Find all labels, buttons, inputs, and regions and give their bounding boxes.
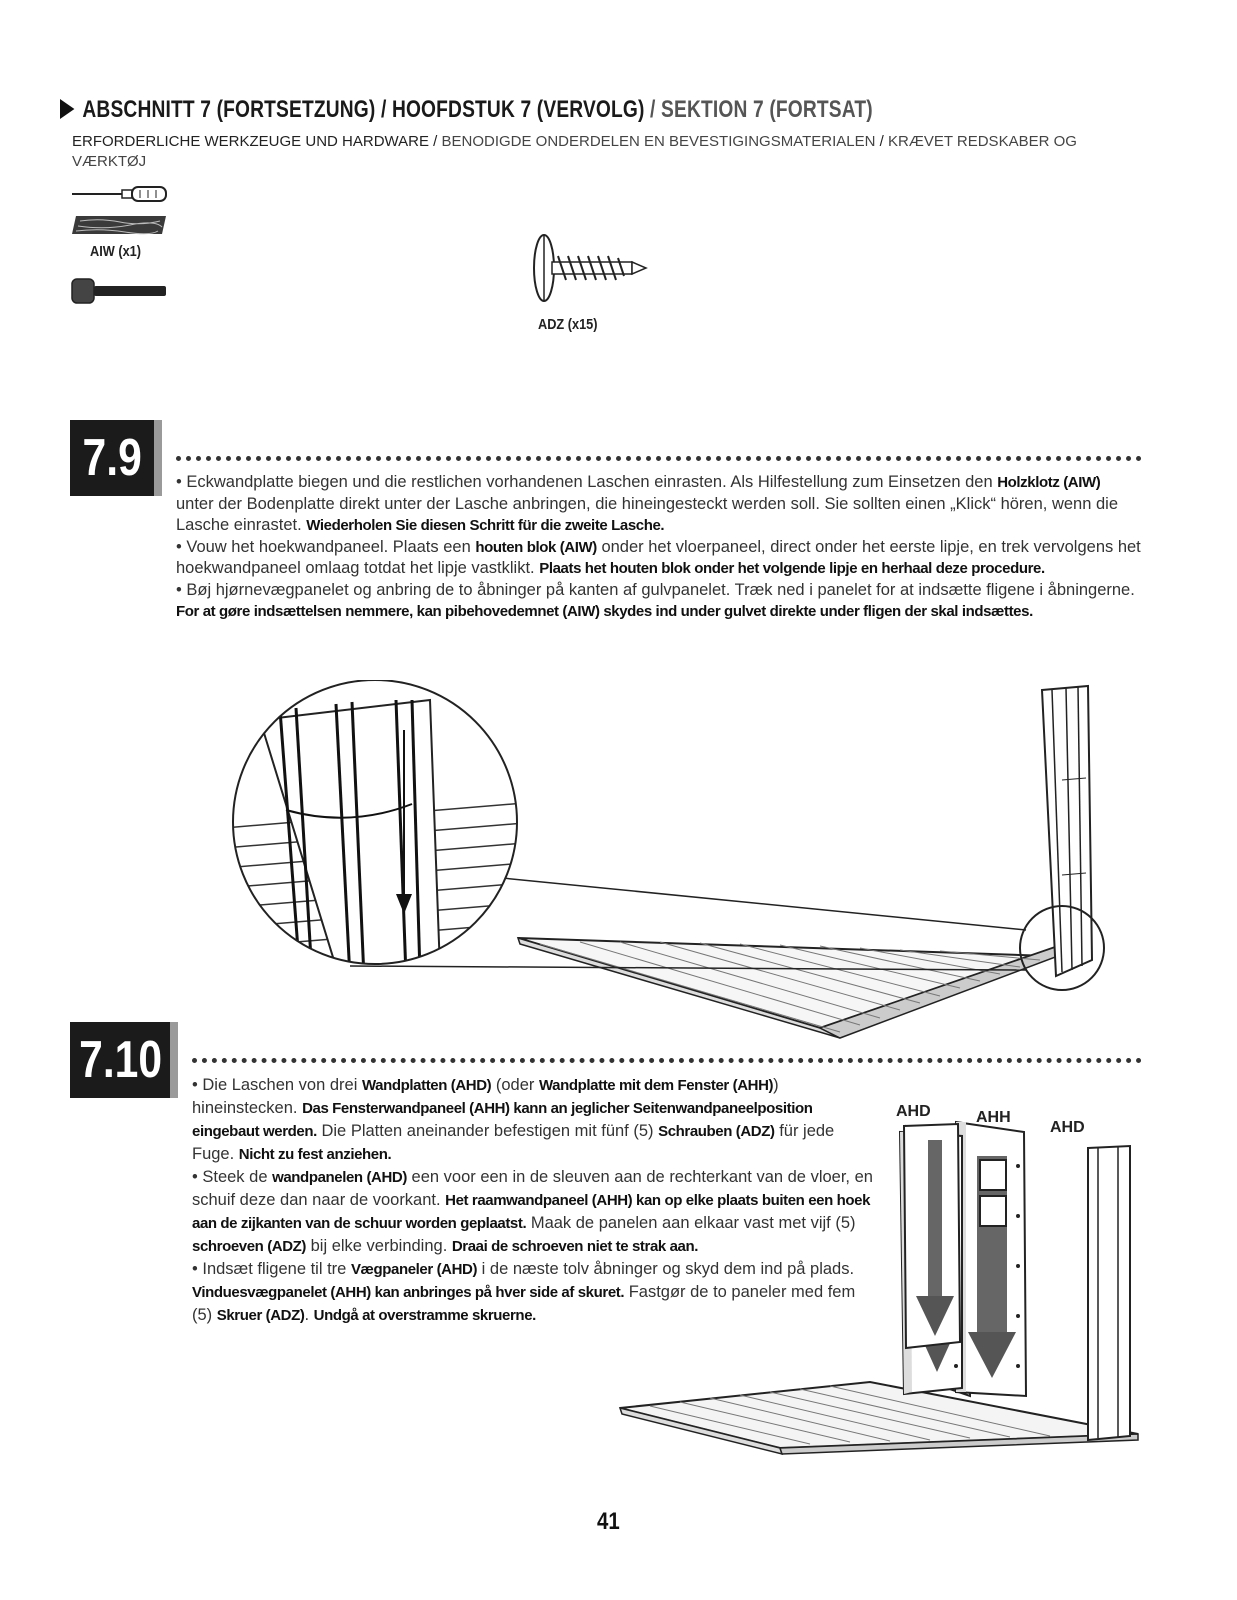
- screwdriver-icon: [70, 182, 170, 206]
- corner-wall-panel: [1042, 686, 1092, 976]
- step-7-9-diagram: [200, 680, 1120, 1040]
- instruction-nl: • Vouw het hoekwandpaneel. Plaats een houten blok (AIW) onder het vloerpaneel, direct onder het eerste lipje, en trek vervolgens het hoekwandpaneel omlaag totdat het lipje vastklikt. Plaats het houten blok onder het volgende lipje en herhaal deze procedure.: [176, 537, 1141, 577]
- play-triangle-icon: [60, 99, 74, 119]
- required-da: KRÆVET REDSKABER OG VÆRKTØJ: [72, 133, 1077, 170]
- screw-icon: [530, 232, 650, 304]
- title-sep: /: [375, 96, 392, 123]
- instruction-da: • Bøj hjørnevægpanelet og anbring de to åbninger på kanten af gulvpanelet. Træk ned i panelet for at indsætte fligene i åbningerne. For at gøre indsættelsen nemmere, kan pibehovedemnet (AIW) skydes ind under gulvet direkte under fligen der skal indsættes.: [176, 580, 1135, 620]
- step-number: 7.10: [70, 1022, 178, 1098]
- panel-label: AHH: [976, 1109, 1011, 1126]
- required-tools-heading: [72, 132, 1152, 172]
- section-title: [60, 96, 873, 124]
- screw-label: ADZ (x15): [538, 316, 598, 333]
- required-de: ERFORDERLICHE WERKZEUGE UND HARDWARE: [72, 133, 429, 150]
- required-sep: /: [428, 133, 442, 150]
- wood-block-label: AIW (x1): [90, 243, 141, 260]
- title-nl: HOOFDSTUK 7 (VERVOLG): [391, 96, 645, 123]
- wall-panel-ahd-visible: [904, 1124, 960, 1348]
- wood-block-icon: [70, 212, 170, 238]
- leader-line: [482, 876, 1026, 930]
- magnified-detail: [200, 680, 560, 980]
- title-de: ABSCHNITT 7 (FORTSETZUNG): [82, 96, 376, 123]
- dotted-divider: [192, 1058, 1142, 1063]
- dotted-divider: [176, 456, 1142, 461]
- instruction-nl: • Steek de wandpanelen (AHD) een voor een in de sleuven aan de rechterkant van de vloer, en schuif deze dan naar de voorkant. Het raamwandpaneel (AHH) kan op elke plaats buiten een hoek aan de zijkanten van de schuur worden geplaatst. Maak de panelen aan elkaar vast met vijf (5) schroeven (ADZ) bij elke verbinding. Draai de schroeven niet te strak aan.: [192, 1168, 873, 1255]
- step-7-10-diagram: [610, 1096, 1150, 1460]
- step-number: 7.9: [70, 420, 162, 496]
- floor-panel: [620, 1382, 1138, 1454]
- panel-label: AHD: [896, 1103, 931, 1120]
- page-number: 41: [597, 1508, 620, 1535]
- required-sep: /: [875, 133, 888, 150]
- title-da: SEKTION 7 (FORTSAT): [661, 96, 873, 123]
- instruction-da: • Indsæt fligene til tre Vægpaneler (AHD) i de næste tolv åbninger og skyd dem ind på plads. Vinduesvægpanelet (AHH) kan anbringes på hver side af skuret. Fastgør de to paneler med fem (5) Skruer (ADZ). Undgå at overstramme skruerne.: [192, 1260, 856, 1324]
- floor-panel: [518, 938, 1074, 1038]
- back-wall-panel: [1088, 1146, 1130, 1440]
- instruction-de: • Die Laschen von drei Wandplatten (AHD) (oder Wandplatte mit dem Fenster (AHH)) hineinstecken. Das Fensterwandpaneel (AHH) kann an jeglicher Seitenwandpaneelposition eingebaut werden. Die Platten aneinander befestigen mit fünf (5) Schrauben (ADZ) für jede Fuge. Nicht zu fest anziehen.: [192, 1076, 835, 1163]
- panel-label: AHD: [1050, 1119, 1085, 1136]
- mallet-icon: [70, 276, 170, 306]
- step-7-9-text: [176, 472, 1142, 623]
- title-sep: /: [644, 96, 662, 123]
- required-nl: BENODIGDE ONDERDELEN EN BEVESTIGINGSMATERIALEN: [441, 133, 876, 150]
- instruction-de: • Eckwandplatte biegen und die restlichen vorhandenen Laschen einrasten. Als Hilfestellung zum Einsetzen den Holzklotz (AIW) unter der Bodenplatte direkt unter der Lasche anbringen, die hineingesteckt werden soll. Sie sollten einen „Klick“ hören, wenn die Lasche einrastet. Wiederholen Sie diesen Schritt für die zweite Lasche.: [176, 473, 1118, 534]
